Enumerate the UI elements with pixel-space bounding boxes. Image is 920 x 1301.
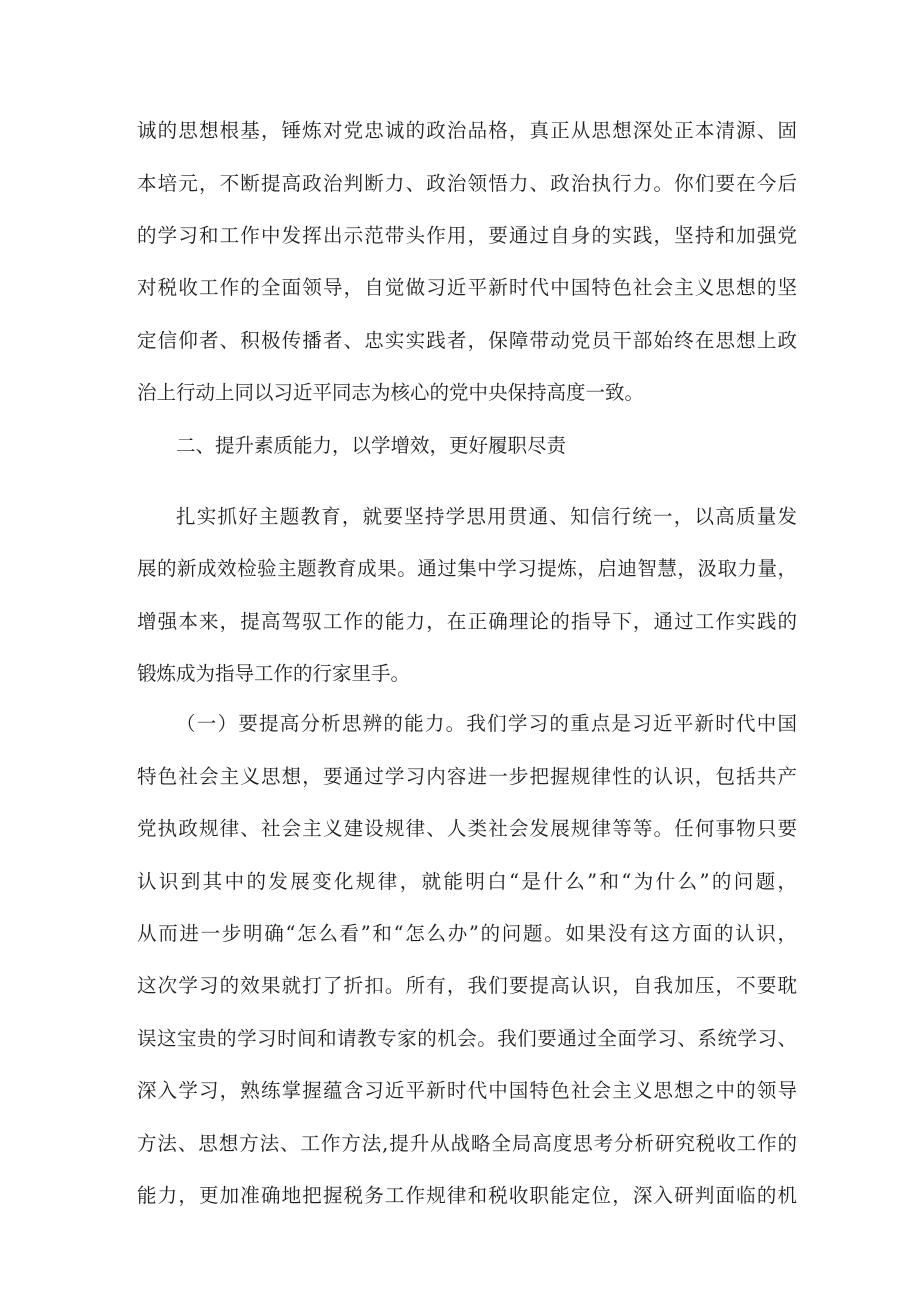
text-line: 的学习和工作中发挥出示范带头作用，要通过自身的实践，坚持和加强党 <box>137 224 797 247</box>
text-line: 诚的思想根基，锤炼对党忠诚的政治品格，真正从思想深处正本清源、固 <box>137 119 797 142</box>
section-heading: 二、提升素质能力，以学增效，更好履职尽责 <box>176 434 567 457</box>
text-line: 从而进一步明确“怎么看”和“怎么办”的问题。如果没有这方面的认识， <box>137 922 797 945</box>
text-line: （一）要提高分析思辨的能力。我们学习的重点是习近平新时代中国 <box>176 712 797 735</box>
text-line: 方法、思想方法、工作方法,提升从战略全局高度思考分析研究税收工作的 <box>137 1132 797 1155</box>
text-line: 深入学习，熟练掌握蕴含习近平新时代中国特色社会主义思想之中的领导 <box>137 1079 797 1102</box>
text-line: 党执政规律、社会主义建设规律、人类社会发展规律等等。任何事物只要 <box>137 817 797 840</box>
text-line: 锻炼成为指导工作的行家里手。 <box>137 662 411 685</box>
text-line: 特色社会主义思想，要通过学习内容进一步把握规律性的认识，包括共产 <box>137 765 797 788</box>
text-line: 对税收工作的全面领导，自觉做习近平新时代中国特色社会主义思想的坚 <box>137 276 797 299</box>
text-line: 定信仰者、积极传播者、忠实实践者，保障带动党员干部始终在思想上政 <box>137 329 797 352</box>
text-line: 误这宝贵的学习时间和请教专家的机会。我们要通过全面学习、系统学习、 <box>137 1027 797 1050</box>
text-line: 能力，更加准确地把握税务工作规律和税收职能定位，深入研判面临的机 <box>137 1184 797 1207</box>
text-line: 本培元，不断提高政治判断力、政治领悟力、政治执行力。你们要在今后 <box>137 172 797 195</box>
text-line: 增强本来，提高驾驭工作的能力，在正确理论的指导下，通过工作实践的 <box>137 610 797 633</box>
text-line: 这次学习的效果就打了折扣。所有，我们要提高认识，自我加压，不要耽 <box>137 974 797 997</box>
text-line: 治上行动上同以习近平同志为核心的党中央保持高度一致。 <box>137 381 645 404</box>
text-line: 认识到其中的发展变化规律，就能明白“是什么”和“为什么”的问题， <box>137 870 797 893</box>
text-line: 扎实抓好主题教育，就要坚持学思用贯通、知信行统一，以高质量发 <box>176 505 797 528</box>
text-line: 展的新成效检验主题教育成果。通过集中学习提炼，启迪智慧，汲取力量， <box>137 557 797 580</box>
